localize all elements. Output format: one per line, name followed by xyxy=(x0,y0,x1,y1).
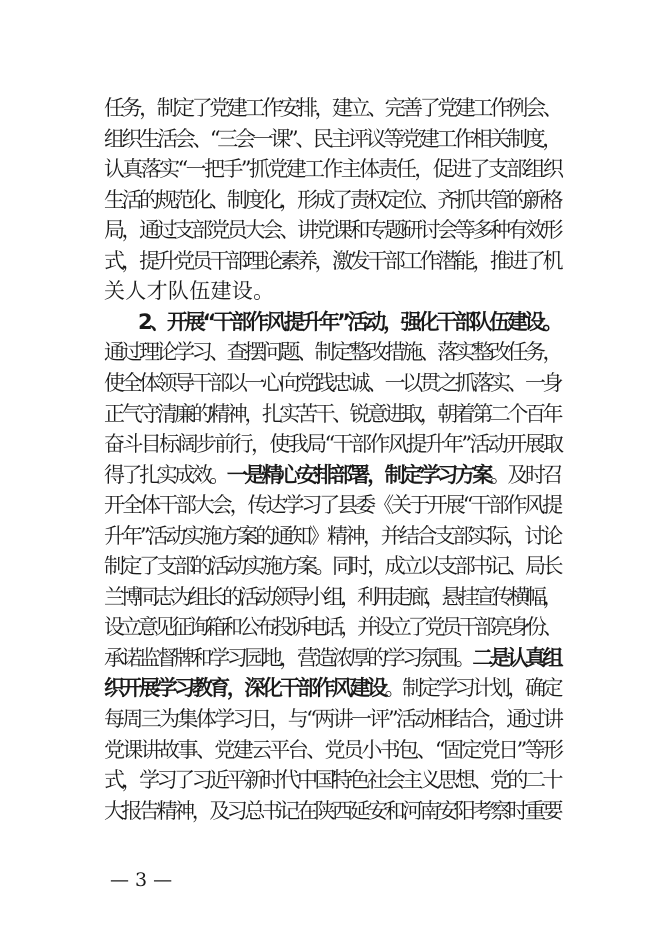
text-segment: 。制定学习计划，确定 xyxy=(384,676,561,700)
text-segment: 升年”活动实施方案的通知》精神，并结合支部实际，讨论 xyxy=(104,524,561,548)
text-line xyxy=(104,369,564,397)
text-line xyxy=(104,461,564,489)
text-line xyxy=(138,308,564,336)
text-segment: 承诺监督牌和学习园地，营造浓厚的学习氛围。 xyxy=(104,646,473,670)
text-segment: 大报告精神，及习总书记在陕西延安和河南安阳考察时重要 xyxy=(104,799,561,823)
bold-text-segment: 二是认真组 xyxy=(472,646,561,670)
text-line xyxy=(104,705,564,733)
text-segment: 奋斗目标阔步前行，使我局“干部作风提升年”活动开展取 xyxy=(104,432,562,456)
text-line xyxy=(104,216,564,244)
text-segment: 任务，制定了党建工作安排，建立、完善了党建工作例会、 xyxy=(104,96,561,120)
text-segment: 每周三为集体学习日，与“两讲一评”活动相结合，通过讲 xyxy=(104,707,562,731)
text-line xyxy=(104,491,564,519)
bold-text-segment: 织开展学习教育，深化干部作风建设 xyxy=(104,676,385,700)
text-segment: 。及时召 xyxy=(489,463,561,487)
page-number: — 3 — xyxy=(110,869,173,891)
text-line xyxy=(104,430,564,458)
text-segment: 兰博同志为组长的活动领导小组，利用走廊，悬挂宣传横幅， xyxy=(104,585,560,609)
text-segment: 设立意见征询箱和公布投诉电话，并设立了党员干部亮身份、 xyxy=(104,615,560,639)
text-segment: 组织生活会、“三会一课”、民主评议等党建工作相关制度， xyxy=(104,127,560,151)
text-line xyxy=(104,400,564,428)
text-line xyxy=(104,247,564,275)
text-line xyxy=(104,552,564,580)
text-segment: 式，学习了习近平新时代中国特色社会主义思想、党的二十 xyxy=(104,768,561,792)
text-line xyxy=(104,338,564,366)
text-segment: 认真落实“一把手”抓党建工作主体责任，促进了支部组织 xyxy=(104,157,562,181)
text-segment: 正气守清廉的精神，扎实苦干、锐意进取，朝着第二个百年 xyxy=(104,402,561,426)
text-segment: 党课讲故事、党建云平台、党员小书包、“固定党日”等形 xyxy=(104,738,562,762)
text-line xyxy=(104,736,564,764)
text-line xyxy=(104,766,564,794)
text-segment: 关人才队伍建设。 xyxy=(104,279,275,303)
text-segment: 生活的规范化、制度化，形成了责权定位、齐抓共管的新格 xyxy=(104,188,561,212)
text-segment: 通过理论学习、查摆问题、制定整改措施、落实整改任务， xyxy=(104,340,561,364)
text-segment: 局，通过支部党员大会、讲党课和专题研讨会等多种有效形 xyxy=(104,218,561,242)
bold-text-segment: 一是精心安排部署，制定学习方案 xyxy=(226,463,490,487)
text-line xyxy=(104,613,564,641)
text-segment: 使全体领导干部以一心向党践忠诚、一以贯之抓落实、一身 xyxy=(104,371,561,395)
bold-text-segment: 2、开展“干部作风提升年”活动，强化干部队伍建设。 xyxy=(138,310,561,334)
text-line xyxy=(104,186,564,214)
text-line xyxy=(104,797,564,825)
text-line xyxy=(104,94,564,122)
text-line xyxy=(104,583,564,611)
text-line xyxy=(104,522,564,550)
text-line xyxy=(104,125,564,153)
text-line xyxy=(104,644,564,672)
text-line xyxy=(104,277,564,305)
text-segment: 开全体干部大会，传达学习了县委《关于开展“干部作风提 xyxy=(104,493,561,517)
text-segment: 得了扎实成效。 xyxy=(104,463,227,487)
text-line xyxy=(104,155,564,183)
text-line xyxy=(104,674,564,702)
text-segment: 式，提升党员干部理论素养，激发干部工作潜能，推进了机 xyxy=(104,249,561,273)
text-segment: 制定了支部的活动实施方案。同时，成立以支部书记、局长 xyxy=(104,554,561,578)
